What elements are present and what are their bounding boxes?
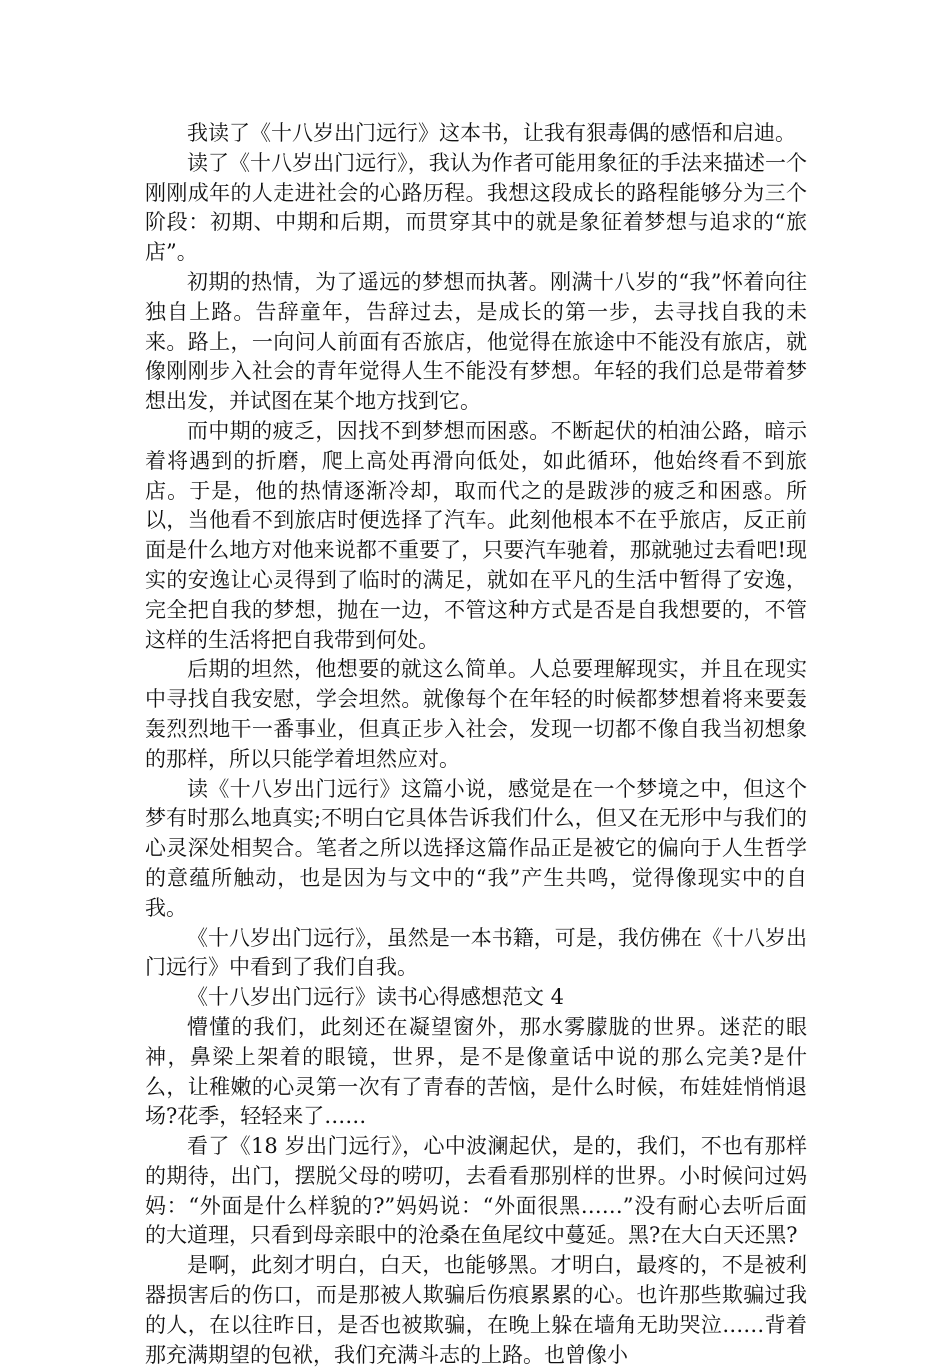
paragraph: 初期的热情，为了遥远的梦想而执著。刚满十八岁的“我”怀着向往独自上路。告辞童年，告辞过去，是成长的第一步，去寻找自我的未来。路上，一向问人前面有否旅店，他觉得在旅途中不能没有旅店，就像刚刚步入社会的青年觉得人生不能没有梦想。年轻的我们总是带着梦想出发，并试图在某个地方找到它。 <box>145 269 807 414</box>
document-body <box>145 119 807 1370</box>
paragraph: 读了《十八岁出门远行》，我认为作者可能用象征的手法来描述一个刚刚成年的人走进社会的心路历程。我想这段成长的路程能够分为三个阶段：初期、中期和后期，而贯穿其中的就是象征着梦想与追求的“旅店”。 <box>145 150 807 265</box>
paragraph: 是啊，此刻才明白，白天，也能够黑。才明白，最疼的，不是被利器损害后的伤口，而是那被人欺骗后伤痕累累的心。也许那些欺骗过我的人，在以往昨日，是否也被欺骗，在晚上躲在墙角无助哭泣……背着那充满期望的包袱，我们充满斗志的上路。也曾像小 <box>145 1253 807 1367</box>
paragraph: 读《十八岁出门远行》这篇小说，感觉是在一个梦境之中，但这个梦有时那么地真实;不明白它具体告诉我们什么，但又在无形中与我们的心灵深处相契合。笔者之所以选择这篇作品正是被它的偏向于人生哲学的意蕴所触动，也是因为与文中的“我”产生共鸣，觉得像现实中的自我。 <box>145 776 807 920</box>
paragraph: 后期的坦然，他想要的就这么简单。人总要理解现实，并且在现实中寻找自我安慰，学会坦然。就像每个在年轻的时候都梦想着将来要轰轰烈烈地干一番事业，但真正步入社会，发现一切都不像自我当初想象的那样，所以只能学着坦然应对。 <box>145 657 807 771</box>
paragraph: 看了《18 岁出门远行》，心中波澜起伏，是的，我们，不也有那样的期待，出门，摆脱父母的唠叨，去看看那别样的世界。小时候问过妈妈：“外面是什么样貌的?”妈妈说：“外面很黑……”没有耐心去听后面的大道理，只看到母亲眼中的沧桑在鱼尾纹中蔓延。黑?在大白天还黑? <box>145 1134 807 1248</box>
paragraph: 而中期的疲乏，因找不到梦想而困惑。不断起伏的柏油公路，暗示着将遇到的折磨，爬上高处再滑向低处，如此循环，他始终看不到旅店。于是，他的热情逐渐冷却，取而代之的是跋涉的疲乏和困惑。所以，当他看不到旅店时便选择了汽车。此刻他根本不在乎旅店，反正前面是什么地方对他来说都不重要了，只要汽车驰着，那就驰过去看吧!现实的安逸让心灵得到了临时的满足，就如在平凡的生活中暂得了安逸，完全把自我的梦想，抛在一边，不管这种方式是否是自我想要的，不管这样的生活将把自我带到何处。 <box>145 418 807 652</box>
paragraph: 《十八岁出门远行》，虽然是一本书籍，可是，我仿佛在《十八岁出门远行》中看到了我们自我。 <box>145 925 807 980</box>
paragraph: 我读了《十八岁出门远行》这本书，让我有狠毒偶的感悟和启迪。 <box>187 121 796 145</box>
paragraph: 懵懂的我们，此刻还在凝望窗外，那水雾朦胧的世界。迷茫的眼神，鼻梁上架着的眼镜，世界，是不是像童话中说的那么完美?是什么，让稚嫩的心灵第一次有了青春的苦恼，是什么时候，布娃娃悄悄退场?花季，轻轻来了…… <box>145 1014 807 1129</box>
section-heading: 《十八岁出门远行》读书心得感想范文 4 <box>187 985 565 1010</box>
